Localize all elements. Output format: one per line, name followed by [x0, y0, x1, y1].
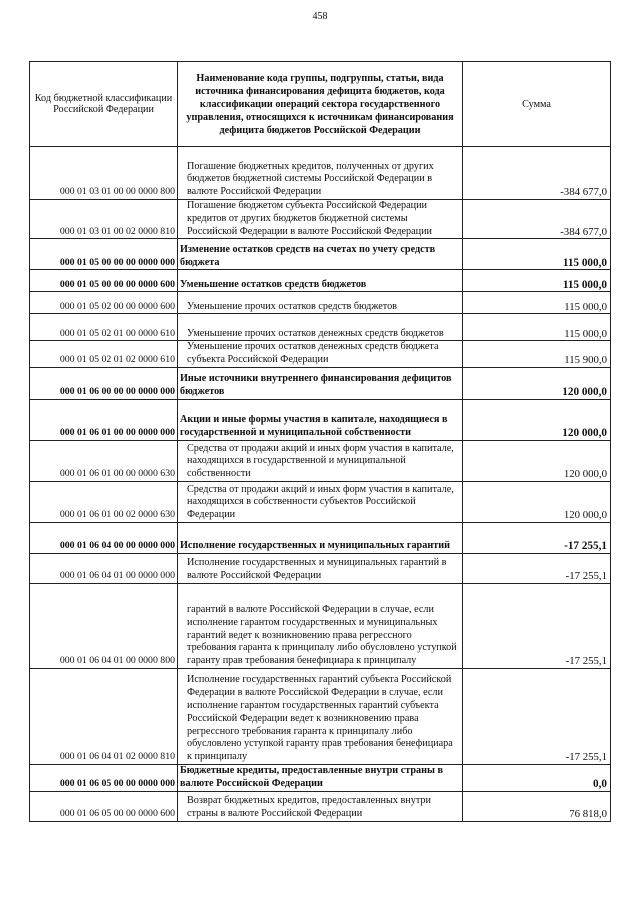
row-code: 000 01 06 04 00 00 0000 000 [30, 522, 178, 553]
row-amount: 120 000,0 [463, 399, 611, 440]
row-amount: -17 255,1 [463, 553, 611, 583]
row-code: 000 01 06 01 00 00 0000 630 [30, 440, 178, 481]
row-amount: 115 000,0 [463, 314, 611, 341]
table-row [30, 239, 611, 270]
row-name: Исполнение государственных и муниципальных гарантий в валюте Российской Федерации [178, 553, 463, 583]
row-code: 000 01 06 04 01 02 0000 810 [30, 668, 178, 764]
row-code: 000 01 03 01 00 02 0000 810 [30, 200, 178, 239]
table-row [30, 553, 611, 583]
row-name: Акции и иные формы участия в капитале, находящиеся в государственной и муниципальной собственности [178, 399, 463, 440]
row-code: 000 01 06 05 00 00 0000 600 [30, 791, 178, 821]
row-name: Бюджетные кредиты, предоставленные внутри страны в валюте Российской Федерации [178, 764, 463, 791]
row-name: Уменьшение прочих остатков денежных средств бюджета субъекта Российской Федерации [178, 341, 463, 368]
header-amount: Сумма [463, 62, 611, 147]
row-amount: 120 000,0 [463, 367, 611, 399]
row-name: Исполнение государственных и муниципальных гарантий [178, 522, 463, 553]
table-row [30, 341, 611, 368]
row-code: 000 01 05 00 00 00 0000 600 [30, 270, 178, 292]
row-amount: 115 900,0 [463, 341, 611, 368]
row-amount: 115 000,0 [463, 239, 611, 270]
row-amount: 76 818,0 [463, 791, 611, 821]
table-header-row [30, 62, 611, 147]
row-amount: -17 255,1 [463, 583, 611, 668]
row-amount: 120 000,0 [463, 481, 611, 522]
row-amount: 115 000,0 [463, 270, 611, 292]
header-code: Код бюджетной классификации Российской Федерации [30, 62, 178, 147]
table-row [30, 147, 611, 200]
row-name: Уменьшение остатков средств бюджетов [178, 270, 463, 292]
row-name: Уменьшение прочих остатков денежных средств бюджетов [178, 314, 463, 341]
row-code: 000 01 05 00 00 00 0000 000 [30, 239, 178, 270]
row-name: Погашение бюджетом субъекта Российской Федерации кредитов от других бюджетов бюджетной системы Российской Федерации в валюте Российской Федерации [178, 200, 463, 239]
table-row [30, 481, 611, 522]
row-name: Возврат бюджетных кредитов, предоставленных внутри страны в валюте Российской Федерации [178, 791, 463, 821]
row-amount: 0,0 [463, 764, 611, 791]
table-row [30, 522, 611, 553]
row-name: Иные источники внутреннего финансирования дефицитов бюджетов [178, 367, 463, 399]
table-row [30, 314, 611, 341]
row-name: Исполнение государственных гарантий субъекта Российской Федерации в валюте Российской Федерации в случае, если исполнение гарантом государственных гарантий субъекта Российской Федерации ведет к возникновению права регрессного требования гаранта к принципалу либо обусловлено уступкой гаранту прав требования бенефициара к принципалу [178, 668, 463, 764]
row-code: 000 01 06 01 00 00 0000 000 [30, 399, 178, 440]
table-row [30, 791, 611, 821]
row-code: 000 01 06 05 00 00 0000 000 [30, 764, 178, 791]
table-row [30, 367, 611, 399]
header-name: Наименование кода группы, подгруппы, статьи, вида источника финансирования дефицита бюджетов, кода классификации операций сектора государственного управления, относящихся к источникам финансирования дефицита бюджетов Российской Федерации [178, 62, 463, 147]
table-row [30, 440, 611, 481]
table-row [30, 583, 611, 668]
row-name: Средства от продажи акций и иных форм участия в капитале, находящихся в собственности субъектов Российской Федерации [178, 481, 463, 522]
row-code: 000 01 06 00 00 00 0000 000 [30, 367, 178, 399]
table-row [30, 764, 611, 791]
table-row [30, 668, 611, 764]
table-body [30, 147, 611, 822]
table-row [30, 200, 611, 239]
row-amount: 120 000,0 [463, 440, 611, 481]
row-name: Погашение бюджетных кредитов, полученных от других бюджетов бюджетной системы Российской Федерации в валюте Российской Федерации [178, 147, 463, 200]
table-row [30, 399, 611, 440]
row-amount: -384 677,0 [463, 200, 611, 239]
row-amount: -17 255,1 [463, 668, 611, 764]
row-name: гарантий в валюте Российской Федерации в случае, если исполнение гарантом государственных и муниципальных гарантий ведет к возникновению права регрессного требования гаранта к принципалу либо обусловлено уступкой гаранту прав требования бенефициара к принципалу [178, 583, 463, 668]
row-code: 000 01 06 04 01 00 0000 000 [30, 553, 178, 583]
row-amount: 115 000,0 [463, 292, 611, 314]
table-row [30, 270, 611, 292]
row-code: 000 01 06 04 01 00 0000 800 [30, 583, 178, 668]
row-name: Уменьшение прочих остатков средств бюджетов [178, 292, 463, 314]
row-code: 000 01 06 01 00 02 0000 630 [30, 481, 178, 522]
row-amount: -384 677,0 [463, 147, 611, 200]
table-row [30, 292, 611, 314]
row-name: Средства от продажи акций и иных форм участия в капитале, находящихся в государственной и муниципальной собственности [178, 440, 463, 481]
budget-sources-table [29, 61, 611, 822]
row-code: 000 01 05 02 00 00 0000 600 [30, 292, 178, 314]
row-name: Изменение остатков средств на счетах по учету средств бюджета [178, 239, 463, 270]
row-code: 000 01 03 01 00 00 0000 800 [30, 147, 178, 200]
row-code: 000 01 05 02 01 00 0000 610 [30, 314, 178, 341]
row-code: 000 01 05 02 01 02 0000 610 [30, 341, 178, 368]
page-number: 458 [312, 11, 328, 22]
row-amount: -17 255,1 [463, 522, 611, 553]
